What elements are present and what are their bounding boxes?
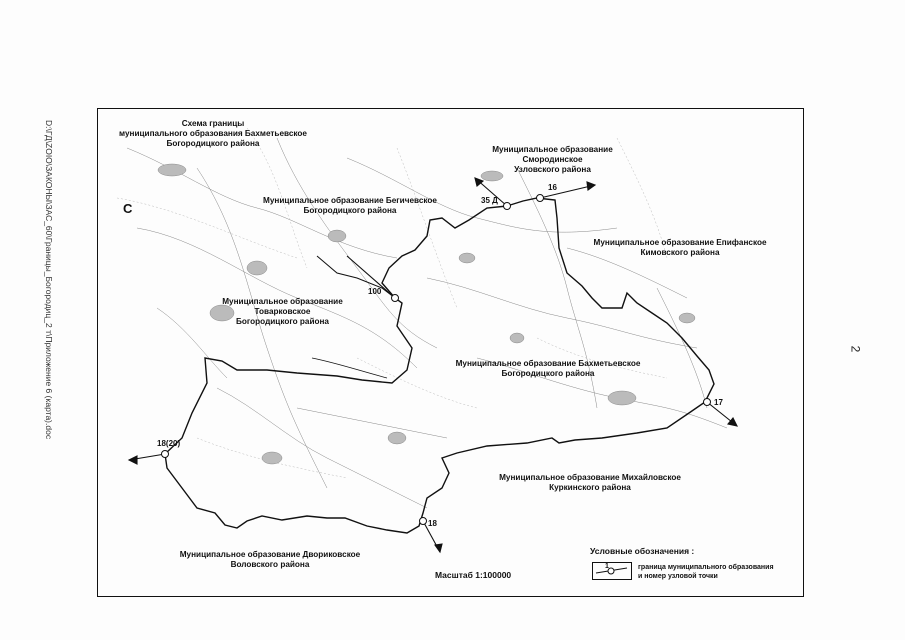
region-label-smorodinskoe xyxy=(480,145,625,175)
legend-symbol-box xyxy=(592,562,632,580)
node-17-marker xyxy=(704,399,711,406)
legend-symbol-number: 1 xyxy=(605,563,609,570)
legend-line-2: и номер узловой точки xyxy=(638,573,718,580)
region-label-mikhailovskoe xyxy=(490,473,690,493)
page-number: 2 xyxy=(848,345,863,353)
inner-boundary xyxy=(317,256,395,298)
region-label-epifanskoe xyxy=(585,238,775,258)
north-indicator: С xyxy=(123,201,133,216)
file-path-text: D:\ГД\ZOIO\ЗАКОНЫ\ЗАС_60\Границы_Богородиц_2 т\Приложение 6 (карта).doc xyxy=(44,120,54,440)
node-label-17: 17 xyxy=(714,398,723,407)
region-line: Богородицкого района xyxy=(501,369,595,378)
legend-title: Условные обозначения : xyxy=(590,546,695,556)
region-line: Куркинского района xyxy=(549,483,631,492)
region-line: Муниципальное образование xyxy=(222,297,343,306)
region-label-bakhmetevskoe xyxy=(443,359,653,379)
region-line: Богородицкого района xyxy=(235,317,329,326)
map-title-line-1: Схема границы xyxy=(181,119,245,128)
node-label-100: 100 xyxy=(368,287,382,296)
node-35d-marker xyxy=(504,203,511,210)
region-line: Узловского района xyxy=(514,165,591,174)
map-canvas xyxy=(97,108,804,597)
node-label-18: 18 xyxy=(428,519,437,528)
region-line: Товарковское xyxy=(254,307,311,316)
region-line: Муниципальное образование xyxy=(492,145,613,154)
region-label-dvorikovskoe xyxy=(165,550,375,570)
map-title xyxy=(108,119,318,149)
region-line: Воловского района xyxy=(230,560,310,569)
legend-description xyxy=(638,563,774,581)
legend-line-1: граница муниципального образования xyxy=(638,564,774,571)
region-line: Смородинское xyxy=(522,155,583,164)
map-title-line-2: муниципального образования Бахметьевское xyxy=(119,129,307,138)
node-100-marker xyxy=(392,295,399,302)
region-line: Муниципальное образование Бегичевское xyxy=(263,196,437,205)
map-title-line-3: Богородицкого района xyxy=(166,139,260,148)
region-label-tovarkovskoe xyxy=(215,297,350,327)
region-line: Муниципальное образование Двориковское xyxy=(179,550,361,559)
map-scale: Масштаб 1:100000 xyxy=(435,570,512,580)
region-label-begichevskoe xyxy=(250,196,450,216)
node-18-20-marker xyxy=(162,451,169,458)
region-line: Кимовского района xyxy=(640,248,720,257)
node-18-marker xyxy=(420,518,427,525)
node-label-35d: 35 Д xyxy=(481,196,498,205)
region-line: Муниципальное образование Михайловское xyxy=(499,473,681,482)
region-line: Муниципальное образование Бахметьевское xyxy=(455,359,641,368)
node-label-16: 16 xyxy=(548,183,557,192)
region-line: Муниципальное образование Епифанское xyxy=(593,238,767,247)
region-line: Богородицкого района xyxy=(303,206,397,215)
node-label-18-20: 18(20) xyxy=(157,439,181,448)
terrain-dashed xyxy=(117,128,667,478)
file-path-margin xyxy=(36,120,56,520)
node-16-marker xyxy=(537,195,544,202)
